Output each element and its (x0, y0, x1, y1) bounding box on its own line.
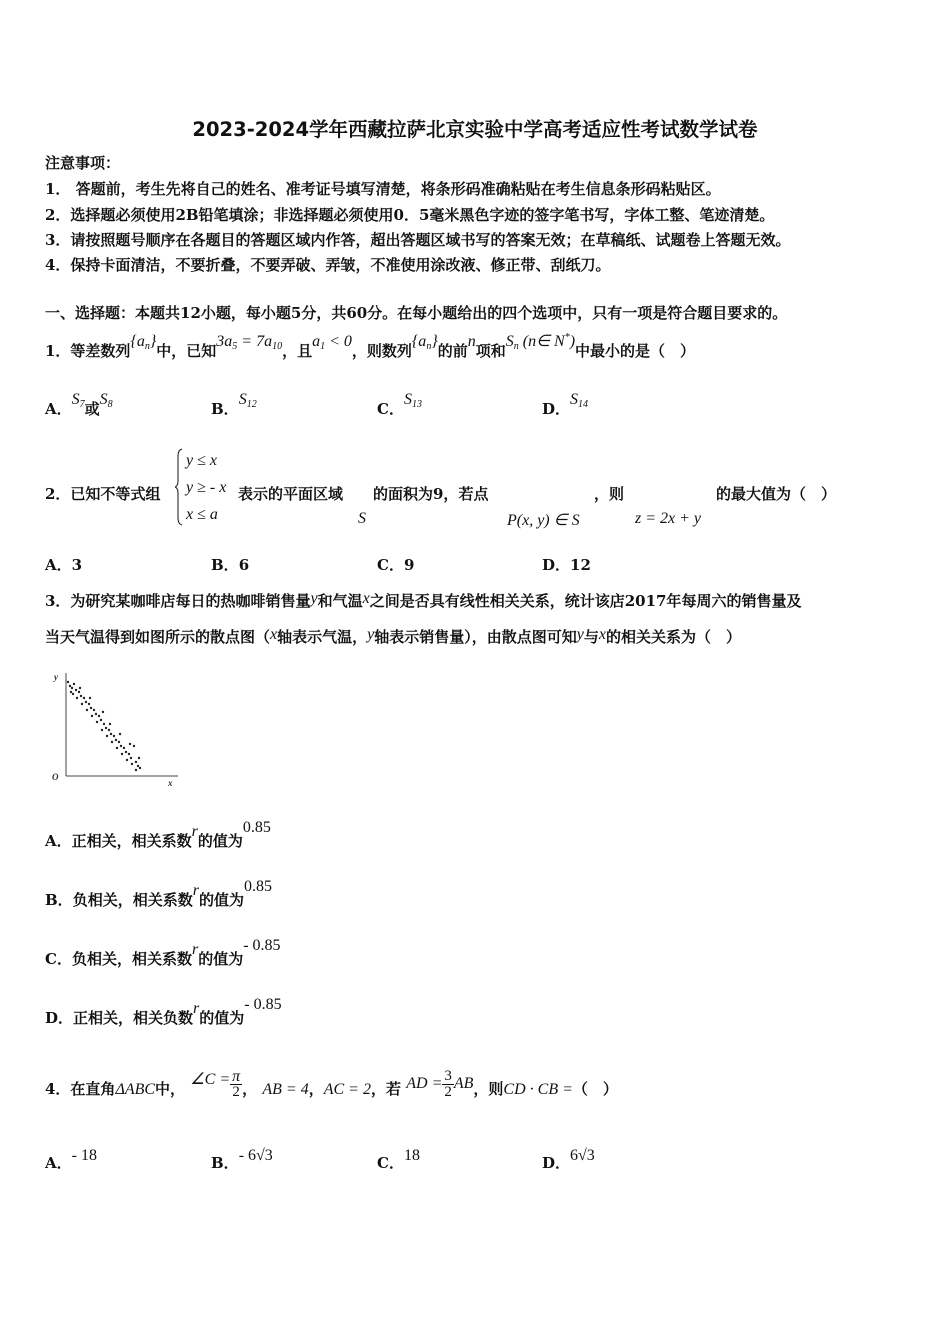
scatter-point (116, 747, 118, 749)
scatter-point (120, 745, 122, 747)
scatter-point (111, 741, 113, 743)
scatter-point (102, 711, 104, 713)
notice-item: 3．请按照题号顺序在各题目的答题区域内作答，超出答题区域书写的答案无效；在草稿纸、试题卷上答题无效。 (45, 231, 791, 249)
question-2-start: 2．已知不等式组 (45, 485, 161, 503)
scatter-point (75, 689, 77, 691)
question-2-text: 的面积为9，若点 (373, 485, 489, 503)
notice-item: 1． 答题前，考生先将自己的姓名、准考证号填写清楚，将条形码准确粘贴在考生信息条形码粘贴区。 (45, 180, 721, 198)
q1-option-a[interactable]: A．$S_7$或$S_8$ (45, 391, 113, 418)
scatter-point (70, 691, 72, 693)
scatter-point (113, 735, 115, 737)
scatter-point (126, 759, 128, 761)
q2-option-b[interactable]: B．6 (211, 556, 250, 574)
scatter-point (103, 723, 105, 725)
question-1: 1．等差数列$\{a_n\}$中，已知$3a_5 = 7a_{10}$，且$a_1 < 0$，则数列$\{a_n\}$的前n项和$S_n$ (n∈ N*)中最小的是（ ） (45, 332, 696, 360)
scatter-point (135, 761, 137, 763)
question-2-text: 表示的平面区域 (238, 485, 344, 503)
scatter-point (73, 683, 75, 685)
notice-item: 2．选择题必须使用2B铅笔填涂；非选择题必须使用0．5毫米黑色字迹的签字笔书写，字体工整、笔迹清楚。 (45, 206, 775, 224)
scatter-point (110, 733, 112, 735)
section-heading: 一、选择题：本题共12小题，每小题5分，共60分。在每小题给出的四个选项中，只有一项是符合题目要求的。 (45, 304, 788, 322)
scatter-point (80, 695, 82, 697)
question-3-line1: 3．为研究某咖啡店每日的热咖啡销售量y和气温x之间是否具有线性相关关系，统计该店2017年每周六的销售量及 (45, 590, 802, 610)
q1-option-c[interactable]: C．$S_{13}$ (377, 391, 422, 418)
scatter-point (85, 701, 87, 703)
scatter-plot (46, 668, 186, 788)
scatter-point (121, 753, 123, 755)
region-s: S (358, 510, 366, 527)
scatter-point (128, 753, 130, 755)
scatter-point (137, 765, 139, 767)
scatter-point (95, 713, 97, 715)
q3-option-c[interactable]: C．负相关，相关系数r的值为- 0.85 (45, 937, 281, 968)
scatter-point (93, 709, 95, 711)
question-2-text: ，则 (594, 485, 625, 503)
scatter-point (139, 767, 141, 769)
question-2-text: 的最大值为（ ） (716, 485, 837, 503)
scatter-point (81, 703, 83, 705)
scatter-point (119, 733, 121, 735)
scatter-point (86, 709, 88, 711)
scatter-points (67, 681, 141, 771)
scatter-point (72, 693, 74, 695)
scatter-point (135, 769, 137, 771)
scatter-point (125, 751, 127, 753)
q3-option-b[interactable]: B．负相关，相关系数r的值为0.85 (45, 878, 272, 909)
scatter-point (89, 697, 91, 699)
scatter-point (123, 747, 125, 749)
q4-option-d[interactable]: D．6√3 (542, 1147, 595, 1172)
scatter-point (138, 757, 140, 759)
scatter-point (98, 715, 100, 717)
scatter-point (90, 707, 92, 709)
notice-heading: 注意事项： (45, 154, 121, 172)
question-4: 4．在直角ΔABC中， ∠C = $\frac{\pi}{2}$ ， AB = 4，AC = 2，若 AD = $\frac{3}{2}$ AB，则CD · CB =（ ） (45, 1067, 618, 1100)
scatter-point (71, 687, 73, 689)
scatter-point (106, 735, 108, 737)
scatter-point (118, 741, 120, 743)
q3-option-d[interactable]: D．正相关，相关负数r的值为- 0.85 (45, 996, 282, 1027)
scatter-point (79, 687, 81, 689)
y-axis-label: y (54, 672, 58, 682)
scatter-point (109, 723, 111, 725)
scatter-point (69, 685, 71, 687)
q1-option-d[interactable]: D．$S_{14}$ (542, 391, 589, 418)
inequality-system: y ≤ x y ≥ - x x ≤ a (186, 452, 227, 523)
scatter-point (100, 719, 102, 721)
scatter-point (96, 721, 98, 723)
q4-option-c[interactable]: C．18 (377, 1147, 420, 1172)
scatter-point (88, 703, 90, 705)
objective-z: z = 2x + y (635, 510, 702, 527)
notice-item: 4．保持卡面清洁，不要折叠，不要弄破、弄皱，不准使用涂改液、修正带、刮纸刀。 (45, 256, 611, 274)
scatter-point (108, 729, 110, 731)
scatter-point (76, 697, 78, 699)
x-axis-label: x (168, 778, 173, 788)
scatter-point (129, 743, 131, 745)
brace-icon (175, 448, 183, 526)
q4-option-a[interactable]: A．- 18 (45, 1147, 97, 1172)
q1-option-b[interactable]: B．$S_{12}$ (211, 391, 257, 418)
page-title: 2023-2024学年西藏拉萨北京实验中学高考适应性考试数学试卷 (192, 118, 758, 141)
scatter-point (130, 757, 132, 759)
origin-label: O (52, 772, 59, 782)
scatter-point (105, 727, 107, 729)
scatter-point (101, 729, 103, 731)
q2-option-a[interactable]: A．3 (45, 556, 83, 574)
q4-option-b[interactable]: B．- 6√3 (211, 1147, 273, 1172)
q2-option-d[interactable]: D．12 (542, 556, 591, 574)
scatter-point (91, 715, 93, 717)
scatter-point (133, 745, 135, 747)
question-3-line2: 当天气温得到如图所示的散点图（x轴表示气温，y轴表示销售量），由散点图可知y与x的相关关系为（ ） (45, 626, 742, 646)
q3-option-a[interactable]: A．正相关，相关系数r的值为0.85 (45, 819, 271, 850)
scatter-point (78, 691, 80, 693)
scatter-point (115, 739, 117, 741)
q2-option-c[interactable]: C．9 (377, 556, 415, 574)
scatter-point (131, 763, 133, 765)
point-p: P(x, y) ∈ S (507, 512, 580, 529)
scatter-point (67, 681, 69, 683)
scatter-point (83, 697, 85, 699)
